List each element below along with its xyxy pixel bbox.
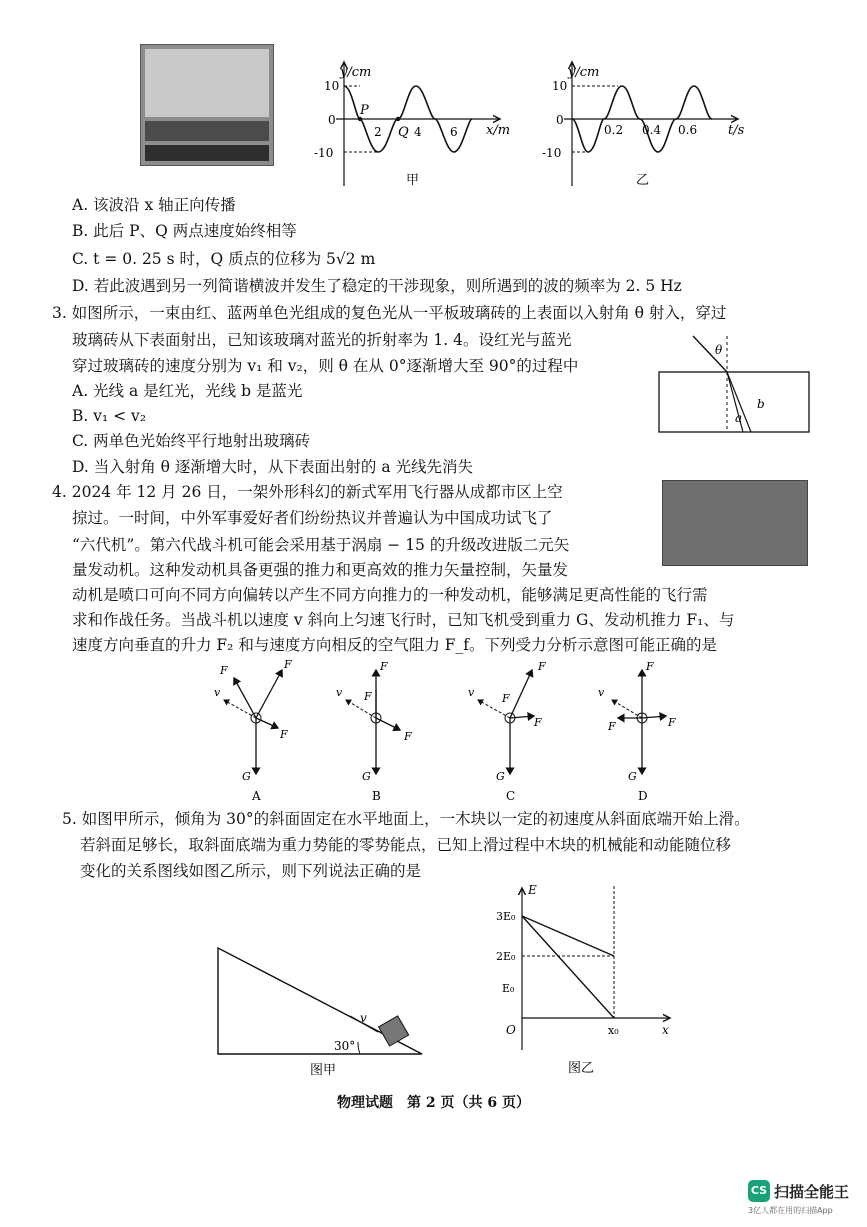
label-theta: θ: [715, 343, 723, 357]
tick-t-0.2: 0.2: [604, 123, 624, 137]
q3-option-a: A. 光线 a 是红光，光线 b 是蓝光: [72, 382, 303, 400]
top-left-photo: [140, 44, 274, 166]
wave-graph-yi: [528, 56, 758, 196]
svg-text:F: F: [220, 664, 228, 677]
force-diagram-d: [598, 660, 676, 803]
svg-text:图乙: 图乙: [568, 1061, 595, 1076]
q2-option-a: A. 该波沿 x 轴正向传播: [72, 196, 236, 214]
force-diagram-a: [214, 658, 292, 803]
force-diagram-c: [468, 660, 546, 803]
q4-stem-line-4: 量发动机。这种发动机具备更强的推力和更高效的推力矢量控制，矢量发: [72, 561, 569, 579]
svg-text:v: v: [468, 686, 475, 699]
page-footer: 物理试题 第 2 页（共 6 页）: [337, 1095, 530, 1111]
svg-text:F: F: [646, 660, 654, 673]
q4-stem-line-5: 动机是喷口可向不同方向偏转以产生不同方向推力的一种发动机，能够满足更高性能的飞行需: [72, 586, 708, 604]
tick-t-0.4: 0.4: [642, 123, 662, 137]
svg-text:E: E: [528, 883, 537, 897]
svg-text:3E₀: 3E₀: [496, 910, 516, 923]
svg-text:v: v: [360, 1011, 367, 1025]
scanner-tagline: 3亿人都在用的扫描App: [748, 1206, 833, 1215]
tick-y-neg10: -10: [314, 146, 334, 160]
svg-text:B: B: [372, 789, 381, 803]
q2-option-c: C. t = 0. 25 s 时，Q 质点的位移为 5√2 m: [72, 250, 376, 268]
q3-stem-line-2: 玻璃砖从下表面射出，已知该玻璃对蓝光的折射率为 1. 4。设红光与蓝光: [72, 331, 572, 349]
q4-stem-line-2: 掠过。一时间，中外军事爱好者们纷纷热议并普遍认为中国成功试飞了: [72, 509, 553, 527]
svg-text:x₀: x₀: [608, 1024, 619, 1037]
force-diagrams: [200, 656, 700, 806]
svg-text:v: v: [214, 686, 221, 699]
q4-stem-line-3: “六代机”。第六代战斗机可能会采用基于涡扇 − 15 的升级改进版二元矢: [72, 536, 570, 554]
svg-text:图甲: 图甲: [310, 1063, 337, 1078]
tick-x-4: 4: [414, 125, 422, 139]
svg-text:F: F: [364, 690, 372, 703]
svg-text:A: A: [252, 789, 261, 803]
axis-label-y: y/cm: [340, 65, 372, 80]
caption-jia: 甲: [406, 173, 420, 188]
tick-x-2: 2: [374, 125, 382, 139]
label-b: b: [757, 397, 765, 411]
q3-stem-line-1: 3. 如图所示，一束由红、蓝两单色光组成的复色光从一平板玻璃砖的上表面以入射角 θ 射入，穿过: [52, 304, 727, 322]
tick-y-10: 10: [324, 79, 340, 93]
axis-label-y: y/cm: [568, 65, 600, 80]
svg-text:F: F: [284, 658, 292, 671]
svg-text:E₀: E₀: [502, 982, 515, 995]
tick-t-0.6: 0.6: [678, 123, 698, 137]
energy-graph: [490, 880, 680, 1080]
scanner-watermark: [744, 1178, 854, 1218]
axis-label-x: x/m: [486, 123, 511, 138]
q3-stem-line-3: 穿过玻璃砖的速度分别为 v₁ 和 v₂，则 θ 在从 0°逐渐增大至 90°的过程中: [72, 357, 579, 375]
jet-photo: [662, 480, 808, 566]
svg-text:G: G: [496, 770, 505, 783]
point-P: P: [360, 103, 369, 118]
svg-text:F: F: [538, 660, 546, 673]
q4-stem-line-6: 求和作战任务。当战斗机以速度 v 斜向上匀速飞行时，已知飞机受到重力 G、发动机推力 F₁、与: [72, 611, 735, 629]
tick-y-0: 0: [556, 113, 564, 127]
q3-option-d: D. 当入射角 θ 逐渐增大时，从下表面出射的 a 光线先消失: [72, 458, 474, 476]
q2-option-d: D. 若此波遇到另一列简谐横波并发生了稳定的干涉现象，则所遇到的波的频率为 2. 5 Hz: [72, 277, 682, 295]
cs-logo-icon: CS: [748, 1180, 770, 1202]
svg-text:x: x: [662, 1023, 669, 1037]
caption-yi: 乙: [636, 173, 650, 188]
svg-text:F: F: [668, 716, 676, 729]
q5-stem-line-3: 变化的关系图线如图乙所示，则下列说法正确的是: [80, 862, 422, 880]
svg-text:D: D: [638, 789, 648, 803]
scanner-app-name: 扫描全能王: [774, 1183, 850, 1201]
svg-text:F: F: [608, 720, 616, 733]
q5-stem-line-2: 若斜面足够长，取斜面底端为重力势能的零势能点，已知上滑过程中木块的机械能和动能随位移: [80, 836, 732, 854]
svg-text:G: G: [362, 770, 371, 783]
svg-text:F: F: [502, 692, 510, 705]
svg-text:O: O: [506, 1023, 516, 1037]
tick-y-0: 0: [328, 113, 336, 127]
glass-slab-diagram: [655, 330, 815, 440]
wave-graph-jia: [300, 56, 520, 196]
q5-stem-line-1: 5. 如图甲所示，倾角为 30°的斜面固定在水平地面上，一木块以一定的初速度从斜面底端开始上滑。: [62, 810, 750, 828]
svg-text:F: F: [380, 660, 388, 673]
svg-text:2E₀: 2E₀: [496, 950, 516, 963]
q4-stem-line-1: 4. 2024 年 12 月 26 日，一架外形科幻的新式军用飞行器从成都市区上空: [52, 483, 563, 501]
svg-text:F: F: [404, 730, 412, 743]
force-diagram-b: [336, 660, 412, 803]
q3-option-c: C. 两单色光始终平行地射出玻璃砖: [72, 432, 311, 450]
svg-text:v: v: [598, 686, 605, 699]
axis-label-t: t/s: [728, 123, 745, 138]
svg-text:v: v: [336, 686, 343, 699]
svg-text:C: C: [506, 789, 516, 803]
svg-text:F: F: [534, 716, 542, 729]
svg-text:30°: 30°: [334, 1039, 356, 1053]
tick-y-neg10: -10: [542, 146, 562, 160]
svg-text:G: G: [242, 770, 251, 783]
q3-option-b: B. v₁ < v₂: [72, 407, 147, 425]
tick-x-6: 6: [450, 125, 458, 139]
slope-figure: [210, 940, 440, 1080]
label-a: a: [735, 411, 743, 425]
point-Q: Q: [398, 125, 409, 140]
tick-y-10: 10: [552, 79, 568, 93]
q2-option-b: B. 此后 P、Q 两点速度始终相等: [72, 222, 297, 240]
svg-text:G: G: [628, 770, 637, 783]
svg-text:F: F: [280, 728, 288, 741]
q4-stem-line-7: 速度方向垂直的升力 F₂ 和与速度方向相反的空气阻力 F_f。下列受力分析示意图可能正确的是: [72, 636, 717, 654]
